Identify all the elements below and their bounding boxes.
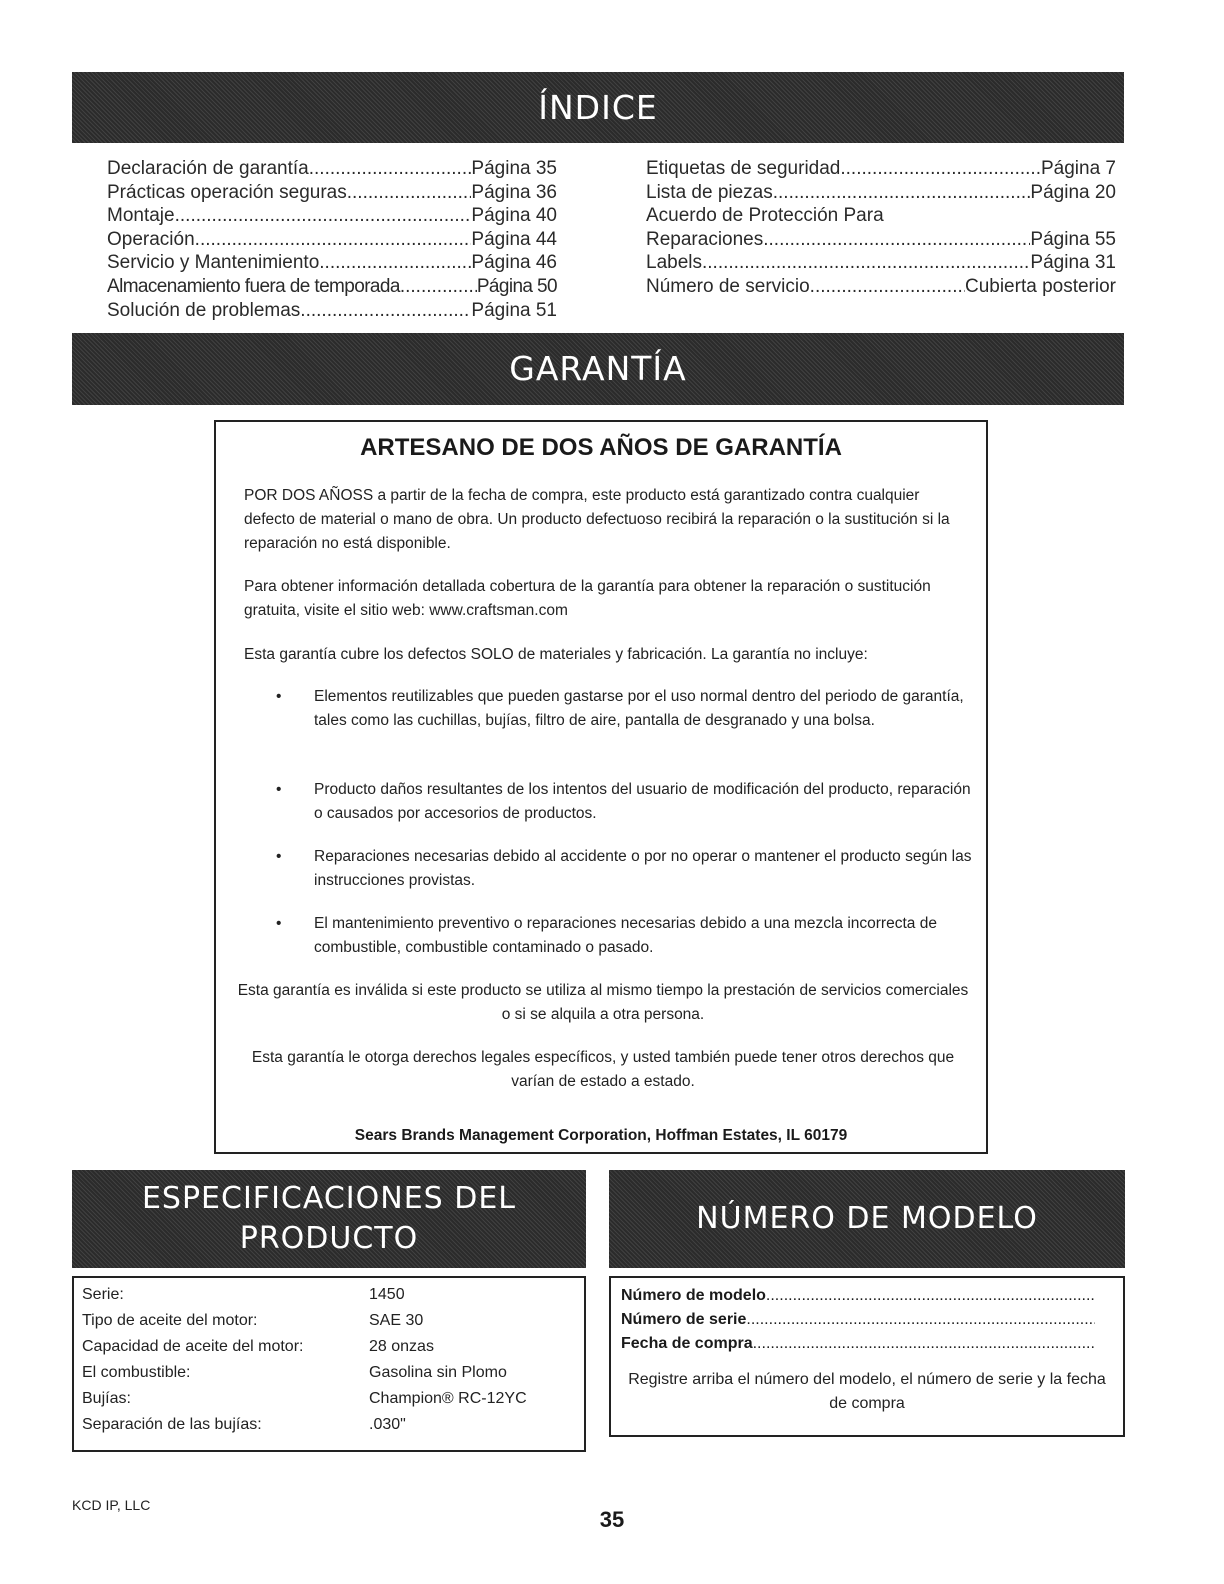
spec-key: Serie: — [82, 1286, 124, 1303]
toc-entry — [646, 181, 1116, 205]
toc-entry — [107, 181, 557, 205]
spec-value: .030" — [369, 1416, 406, 1433]
bullet-icon: • — [276, 848, 282, 865]
toc-entry-label: Solución de problemas — [107, 299, 301, 321]
toc-entry — [107, 275, 557, 299]
toc-entry-label: Servicio y Mantenimiento — [107, 252, 320, 274]
toc-entry — [646, 251, 1116, 275]
garantia-heading: GARANTÍA — [72, 333, 1124, 405]
indice-heading: ÍNDICE — [72, 72, 1124, 143]
purchase-date-field — [621, 1332, 1095, 1356]
exclusion-text: El mantenimiento preventivo o reparaciones necesarias debido a una mezcla incorrecta de combustible, combustible contaminado o pasado. — [314, 915, 937, 956]
spec-key: Capacidad de aceite del motor: — [82, 1338, 304, 1355]
toc-entry — [107, 228, 557, 252]
specs-heading-line: PRODUCTO — [239, 1221, 419, 1256]
toc-right-column — [646, 157, 1116, 299]
spec-value: 28 onzas — [369, 1338, 434, 1355]
toc-leader — [763, 228, 1030, 252]
warranty-company: Sears Brands Management Corporation, Hoffman Estates, IL 60179 — [354, 1127, 848, 1144]
warranty-paragraph: POR DOS AÑOSS a partir de la fecha de compra, este producto está garantizado contra cualquier defecto de material o mano de obra. Un producto defectuoso recibirá la reparación o la sustitución si la reparación no está disponible. — [244, 487, 950, 552]
toc-entry-page: Página 55 — [1030, 228, 1116, 250]
toc-leader — [773, 181, 1031, 205]
toc-entry-label: Acuerdo de Protección Para — [646, 205, 884, 227]
toc-leader — [702, 251, 1030, 275]
page-number: 35 — [599, 1507, 625, 1532]
model-box — [609, 1276, 1125, 1437]
spec-value: 1450 — [369, 1286, 405, 1303]
toc-entry-label: Lista de piezas — [646, 181, 773, 203]
toc-entry-label: Almacenamiento fuera de temporada — [107, 275, 400, 297]
toc-entry-label: Declaración de garantía — [107, 158, 309, 179]
toc-entry-page: Página 46 — [471, 252, 557, 274]
toc-entry — [107, 251, 557, 275]
toc-entry-page: Página 40 — [471, 205, 557, 227]
toc-entry — [646, 228, 1116, 252]
exclusion-text: Producto daños resultantes de los intentos del usuario de modificación del producto, reparación o causados por accesorios de productos. — [314, 781, 971, 822]
warranty-paragraph: Esta garantía cubre los defectos SOLO de materiales y fabricación. La garantía no incluye: — [244, 646, 868, 663]
toc-leader — [840, 157, 1041, 181]
serial-number-field — [621, 1308, 1095, 1332]
toc-entry — [646, 157, 1116, 181]
field-label: Fecha de compra — [621, 1335, 753, 1352]
toc-entry-page: Página 7 — [1040, 158, 1116, 179]
toc-entry-label: Etiquetas de seguridad — [646, 158, 841, 179]
warranty-title: ARTESANO DE DOS AÑOS DE GARANTÍA — [360, 434, 842, 461]
warranty-paragraph: Para obtener información detallada cobertura de la garantía para obtener la reparación o sustitución gratuita, visite el sitio web: www.craftsman.com — [244, 578, 931, 619]
field-label: Número de modelo — [621, 1287, 766, 1304]
field-blank — [746, 1308, 1095, 1332]
toc-entry-label: Prácticas operación seguras — [107, 181, 347, 203]
toc-leader — [400, 275, 477, 299]
toc-leader — [309, 157, 472, 181]
warranty-box — [214, 420, 988, 1154]
field-label: Número de serie — [621, 1311, 747, 1328]
toc-entry — [107, 204, 557, 228]
toc-entry-page: Página 36 — [471, 181, 557, 203]
bullet-icon: • — [276, 781, 282, 798]
warranty-paragraph: Esta garantía le otorga derechos legales específicos, y usted también puede tener otros derechos que varían de estado a estado. — [251, 1049, 955, 1090]
toc-entry-page: Página 35 — [471, 158, 557, 179]
bullet-icon: • — [276, 915, 282, 932]
toc-leader — [319, 251, 471, 275]
exclusion-text: Elementos reutilizables que pueden gastarse por el uso normal dentro del periodo de garantía, tales como las cuchillas, bujías, filtro de aire, pantalla de desgranado y una bolsa. — [314, 688, 964, 729]
field-blank — [753, 1332, 1095, 1356]
bullet-icon: • — [276, 688, 282, 705]
toc-leader — [300, 299, 471, 323]
toc-entry-label: Operación — [107, 228, 195, 250]
modelo-heading: NÚMERO DE MODELO — [609, 1170, 1125, 1268]
toc-entry-label: Labels — [646, 252, 702, 274]
toc-entry — [107, 299, 557, 323]
toc-entry-label: Montaje — [107, 205, 175, 227]
toc-leader — [347, 181, 472, 205]
spec-key: Bujías: — [82, 1390, 131, 1407]
toc-entry-page: Página 31 — [1030, 252, 1116, 274]
toc-leader — [175, 204, 472, 228]
toc-leader — [195, 228, 472, 252]
spec-value: Champion® RC-12YC — [369, 1390, 527, 1407]
toc-entry-page: Página 50 — [476, 275, 557, 297]
toc-entry — [107, 157, 557, 181]
toc-left-column — [107, 157, 557, 322]
toc-entry — [646, 204, 1116, 228]
specs-box — [72, 1276, 586, 1452]
field-blank — [766, 1284, 1095, 1308]
toc-entry-label: Número de servicio — [646, 275, 810, 297]
specs-heading-line: ESPECIFICACIONES DEL — [141, 1181, 517, 1216]
toc-entry-label: Reparaciones — [646, 228, 764, 250]
toc-entry-page: Página 20 — [1030, 181, 1116, 203]
toc-entry-page: Cubierta posterior — [964, 275, 1116, 297]
company-name: KCD IP, LLC — [72, 1497, 151, 1513]
specs-heading — [72, 1170, 586, 1268]
toc-leader — [810, 275, 965, 299]
toc-entry — [646, 275, 1116, 299]
spec-key: Tipo de aceite del motor: — [82, 1312, 258, 1329]
model-number-field — [621, 1284, 1095, 1308]
spec-key: Separación de las bujías: — [82, 1416, 262, 1433]
spec-key: El combustible: — [82, 1364, 191, 1381]
warranty-paragraph: Esta garantía es inválida si este producto se utiliza al mismo tiempo la prestación de servicios comerciales o si se alquila a otra persona. — [237, 982, 969, 1023]
model-note: Registre arriba el número del modelo, el número de serie y la fecha de compra — [628, 1371, 1106, 1412]
spec-value: SAE 30 — [369, 1312, 424, 1329]
toc-entry-page: Página 44 — [471, 228, 557, 250]
exclusion-text: Reparaciones necesarias debido al accidente o por no operar o mantener el producto según las instrucciones provistas. — [314, 848, 972, 889]
toc-entry-page: Página 51 — [471, 299, 557, 321]
spec-value: Gasolina sin Plomo — [369, 1364, 507, 1381]
